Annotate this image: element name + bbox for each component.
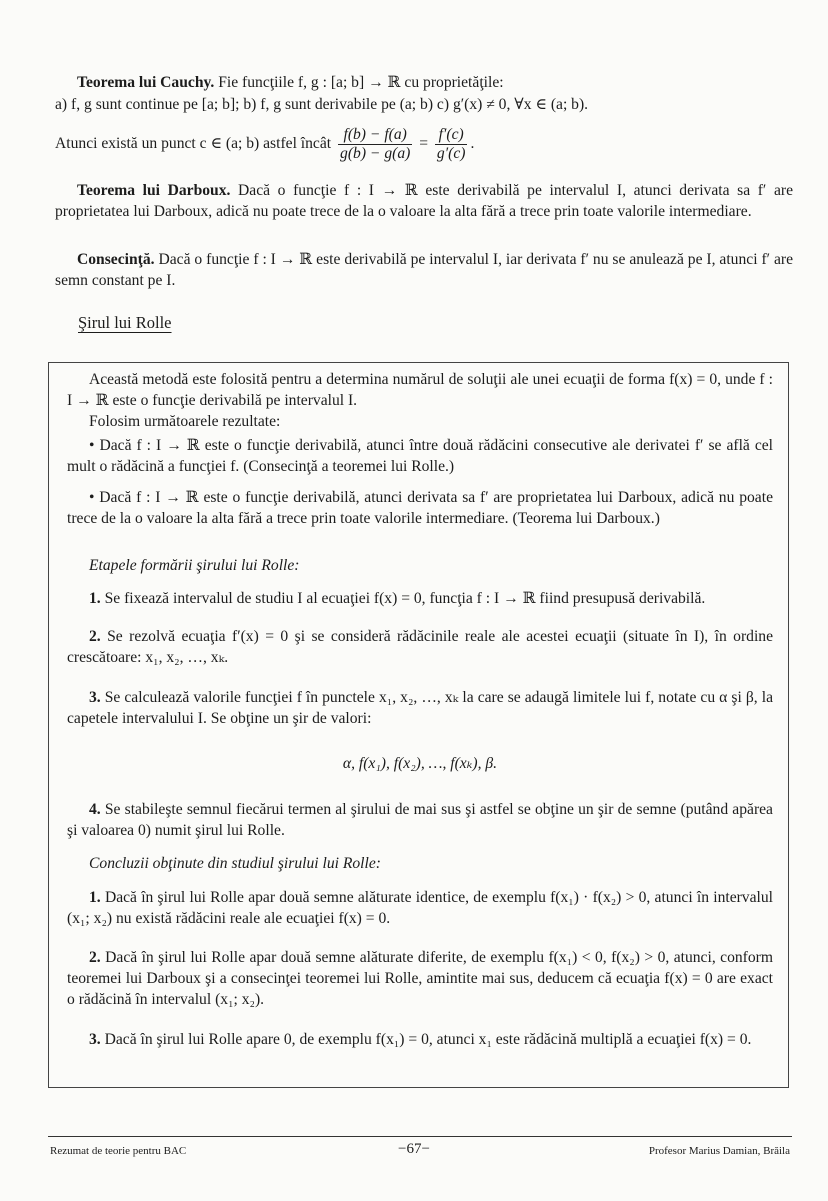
conclusions-title: Concluzii obţinute din studiul şirului lui Rolle: xyxy=(89,855,381,872)
box-intro: Această metodă este folosită pentru a determina numărul de soluţii ale unei ecuaţii de forma f(x) = 0, unde f : I → ℝ este o funcţie derivabilă pe intervalul I. xyxy=(67,371,773,409)
darboux-text: Dacă o funcţie f : I → ℝ este derivabilă pe intervalul I, atunci derivata sa f′ are proprietatea lui Darboux, adică nu poate trece de la o valoare la alta fără a trece prin toate valorile intermediare. xyxy=(55,182,793,220)
step-text: Se stabileşte semnul fiecărui termen al şirului de mai sus şi astfel se obţine un şir de semne (putând apărea şi valoarea 0) numit şirul lui Rolle. xyxy=(67,801,773,839)
footer-divider xyxy=(48,1136,792,1137)
bullet-rolle-consequence: • Dacă f : I → ℝ este o funcţie derivabilă, atunci între două rădăcini consecutive ale derivatei f′ se află cel mult o rădăcină a funcţiei f. (Consecinţă a teoremei lui Rolle.) xyxy=(67,437,773,475)
bullet-darboux: • Dacă f : I → ℝ este o funcţie derivabilă, atunci derivata sa f′ are proprietatea lui Darboux, adică nu poate trece de la o valoare la alta fără a trece prin toate valorile intermediare. (Teorema lui Darboux.) xyxy=(67,489,773,527)
value-sequence: α, f(x₁), f(x₂), …, f(xₖ), β. xyxy=(342,755,498,772)
fraction-numerator: f′(c) xyxy=(435,126,468,145)
rolle-box xyxy=(48,362,789,1088)
step-text: Se fixează intervalul de studiu I al ecuaţiei f(x) = 0, funcţia f : I → ℝ fiind presupusă derivabilă. xyxy=(104,590,706,607)
cauchy-intro-text: Fie funcţiile f, g : [a; b] → ℝ cu proprietăţile: xyxy=(218,74,504,91)
step-text: Se calculează valorile funcţiei f în punctele x₁, x₂, …, xₖ la care se adaugă limitele lui f, notate cu α şi β, la capetele intervalului I. Se obţine un şir de valori: xyxy=(67,689,773,727)
cauchy-intro xyxy=(55,72,793,93)
conclusion-item xyxy=(67,887,773,929)
page-number: −67− xyxy=(398,1141,430,1157)
step-item xyxy=(67,799,773,841)
conclusion-item xyxy=(67,947,773,1010)
cauchy-conditions: a) f, g sunt continue pe [a; b]; b) f, g sunt derivabile pe (a; b) c) g′(x) ≠ 0, ∀x ∈ (a; b). xyxy=(55,96,589,113)
conclusion-number: 3. xyxy=(89,1031,101,1048)
footer-right: Profesor Marius Damian, Brăila xyxy=(648,1145,790,1157)
cauchy-conclusion xyxy=(55,124,793,164)
conclusion-item xyxy=(67,1029,773,1050)
conclusion-text: Dacă în şirul lui Rolle apar două semne alăturate diferite, de exemplu f(x₁) < 0, f(x₂) > 0, atunci, conform teoremei lui Darboux şi a consecinţei teoremei lui Rolle, amintite mai sus, deducem că ecuaţia f(x) = 0 are exact o rădăcină în intervalul (x₁; x₂). xyxy=(67,949,773,1008)
consequence-text: Dacă o funcţie f : I → ℝ este derivabilă pe intervalul I, iar derivata f′ nu se anulează pe I, atunci f′ are semn constant pe I. xyxy=(55,251,793,289)
fraction-numerator: f(b) − f(a) xyxy=(338,126,412,145)
conclusion-number: 1. xyxy=(89,889,101,906)
step-number: 2. xyxy=(89,628,101,645)
steps-title: Etapele formării şirului lui Rolle: xyxy=(89,557,300,574)
step-item xyxy=(67,687,773,729)
step-item xyxy=(67,626,773,668)
equals-sign: = xyxy=(419,135,429,152)
step-number: 1. xyxy=(89,590,101,607)
step-number: 3. xyxy=(89,689,101,706)
cauchy-title: Teorema lui Cauchy. xyxy=(77,74,215,91)
cauchy-fraction-left xyxy=(338,126,412,163)
cauchy-conclusion-text: Atunci există un punct c ∈ (a; b) astfel încât xyxy=(55,135,332,152)
section-heading: Şirul lui Rolle xyxy=(78,313,172,332)
cauchy-fraction-right xyxy=(435,126,468,163)
fraction-denominator: g′(c) xyxy=(436,144,466,162)
conclusion-text: Dacă în şirul lui Rolle apare 0, de exemplu f(x₁) = 0, atunci x₁ este rădăcină multiplă a ecuaţiei f(x) = 0. xyxy=(104,1031,752,1048)
step-text: Se rezolvă ecuaţia f′(x) = 0 şi se consideră rădăcinile reale ale acestei ecuaţii (situate în I), în ordine crescătoare: x₁, x₂, …, xₖ. xyxy=(67,628,773,666)
darboux-title: Teorema lui Darboux. xyxy=(77,182,231,199)
consequence xyxy=(55,249,793,291)
consequence-title: Consecinţă. xyxy=(77,251,155,268)
conclusion-text: Dacă în şirul lui Rolle apar două semne alăturate identice, de exemplu f(x₁) · f(x₂) > 0, atunci în intervalul (x₁; x₂) nu există rădăcini reale ale ecuaţiei f(x) = 0. xyxy=(67,889,773,927)
footer-left: Rezumat de teorie pentru BAC xyxy=(50,1145,187,1157)
conclusion-number: 2. xyxy=(89,949,101,966)
period: . xyxy=(470,135,475,152)
darboux-theorem xyxy=(55,180,793,222)
step-number: 4. xyxy=(89,801,101,818)
results-label: Folosim următoarele rezultate: xyxy=(89,413,281,430)
step-item xyxy=(67,588,773,609)
fraction-denominator: g(b) − g(a) xyxy=(340,144,411,162)
